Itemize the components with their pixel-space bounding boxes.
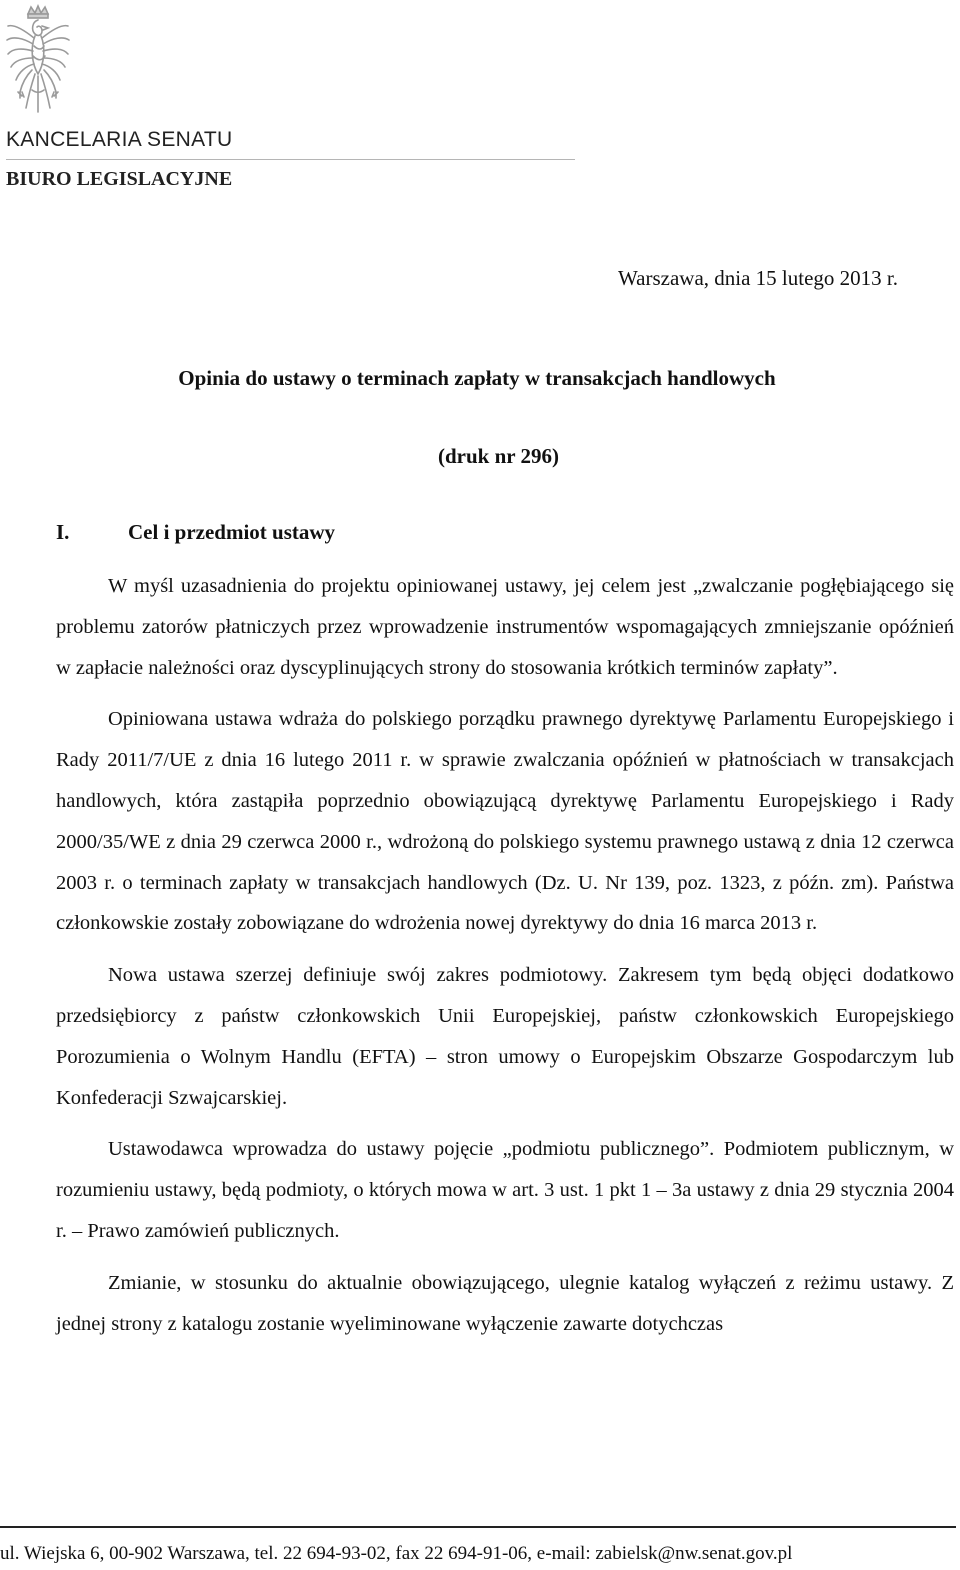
body-paragraph: Zmianie, w stosunku do aktualnie obowiązującego, ulegnie katalog wyłączeń z reżimu ustawy. Z jednej strony z katalogu zostanie wyeliminowane wyłączenie zawarte dotychczas: [56, 1271, 954, 1335]
section-number: I.: [56, 520, 70, 544]
footer-divider: [0, 1526, 956, 1528]
document-date: Warszawa, dnia 15 lutego 2013 r.: [618, 266, 898, 290]
senate-eagle-emblem-icon: [4, 4, 72, 122]
header-divider: [6, 159, 575, 160]
body-paragraph: Nowa ustawa szerzej definiuje swój zakres podmiotowy. Zakresem tym będą objęci dodatkowo przedsiębiorcy z państw członkowskich Unii Europejskiej, państw członkowskich Europejskiego Porozumienia o Wolnym Handlu (EFTA) – stron umowy o Europejskim Obszarze Gospodarczym lub Konfederacji Szwajcarskiej.: [56, 964, 954, 1109]
document-subtitle: (druk nr 296): [438, 444, 559, 468]
organization-unit: BIURO LEGISLACYJNE: [6, 168, 233, 190]
body-paragraph: Opiniowana ustawa wdraża do polskiego porządku prawnego dyrektywę Parlamentu Europejskiego i Rady 2011/7/UE z dnia 16 lutego 2011 r. w sprawie zwalczania opóźnień w płatnościach w transakcjach handlowych, która zastąpiła poprzednio obowiązującą dyrektywę Parlamentu Europejskiego i Rady 2000/35/WE z dnia 29 czerwca 2000 r., wdrożoną do polskiego systemu prawnego ustawą z dnia 12 czerwca 2003 r. o terminach zapłaty w transakcjach handlowych (Dz. U. Nr 139, poz. 1323, z późn. zm). Państwa członkowskie zostały zobowiązane do wdrożenia nowej dyrektywy do dnia 16 marca 2013 r.: [56, 708, 954, 935]
organization-name: KANCELARIA SENATU: [6, 128, 233, 151]
body-paragraph: Ustawodawca wprowadza do ustawy pojęcie „podmiotu publicznego”. Podmiotem publicznym, w rozumieniu ustawy, będą podmioty, o których mowa w art. 3 ust. 1 pkt 1 – 3a ustawy z dnia 29 stycznia 2004 r. – Prawo zamówień publicznych.: [56, 1138, 954, 1242]
body-paragraph: W myśl uzasadnienia do projektu opiniowanej ustawy, jej celem jest „zwalczanie pogłębiającego się problemu zatorów płatniczych przez wprowadzenie instrumentów wspomagających zmniejszanie opóźnień w zapłacie należności oraz dyscyplinujących strony do stosowania krótkich terminów zapłaty”.: [56, 575, 954, 679]
document-body: [56, 566, 954, 1355]
section-title: Cel i przedmiot ustawy: [128, 520, 336, 544]
footer-contact: ul. Wiejska 6, 00-902 Warszawa, tel. 22 694-93-02, fax 22 694-91-06, e-mail: zabielsk@nw.senat.gov.pl: [0, 1543, 793, 1564]
document-title: Opinia do ustawy o terminach zapłaty w transakcjach handlowych: [178, 366, 776, 390]
